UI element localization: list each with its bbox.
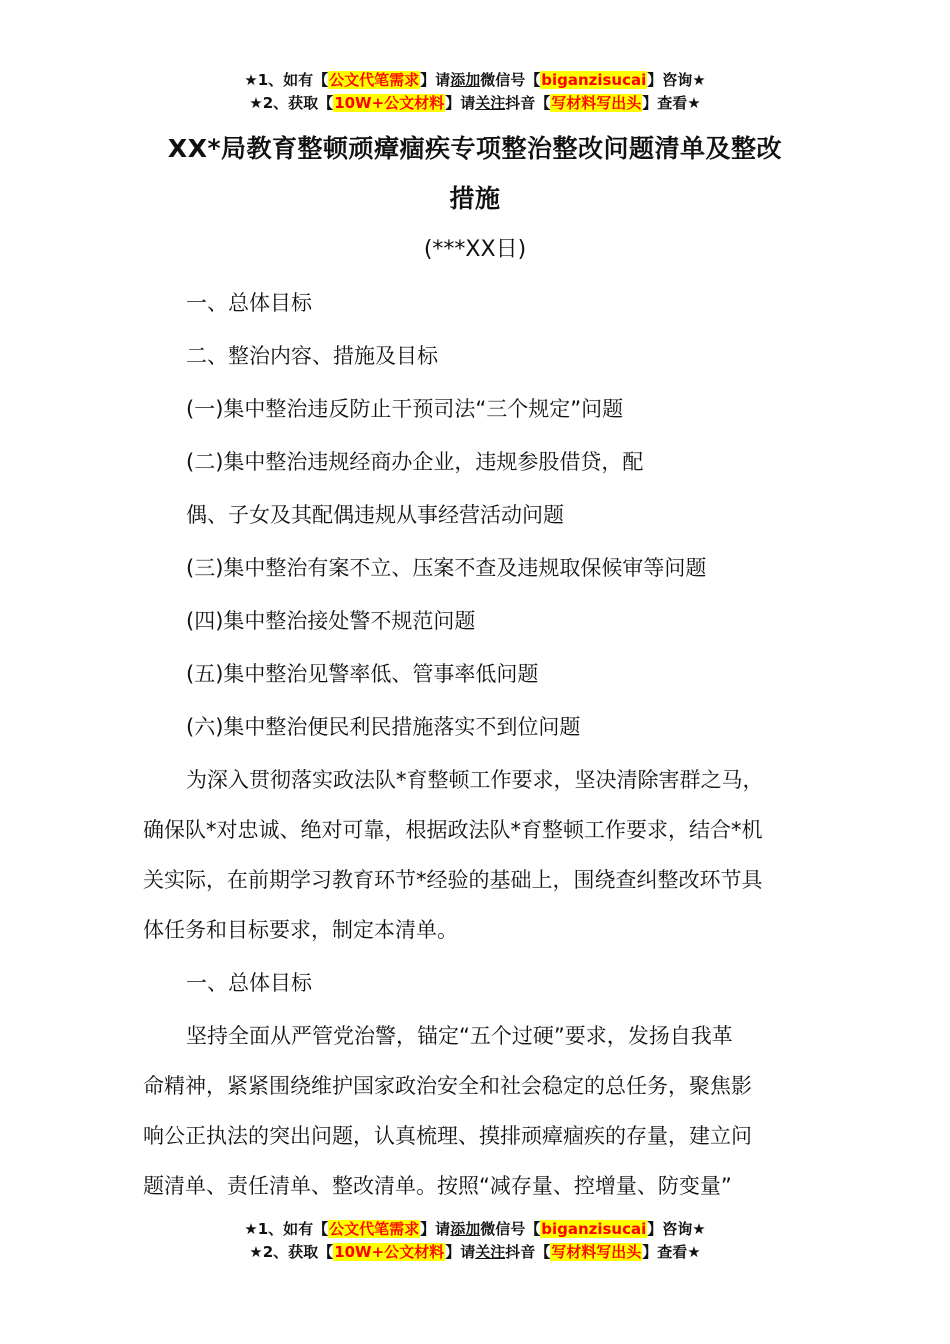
list-item: (三)集中整治有案不立、压案不查及违规取保候审等问题 <box>186 556 707 580</box>
document-date: (***XX日) <box>423 237 527 262</box>
banner-text: ★1、如有【 <box>244 71 329 89</box>
title-line-2: 措施 <box>449 184 501 213</box>
banner-underlined: 关注 <box>475 94 506 112</box>
list-item: (五)集中整治见警率低、管事率低问题 <box>186 662 539 686</box>
section-heading: 一、总体目标 <box>186 291 312 315</box>
banner-text: 抖音【 <box>505 94 551 112</box>
banner-highlight: 10W+公文材料 <box>334 94 445 112</box>
banner-line-1 <box>0 1218 950 1241</box>
banner-text: 】查看★ <box>642 1243 701 1261</box>
banner-text: 】咨询★ <box>647 1220 706 1238</box>
paragraph-line: 响公正执法的突出问题，认真梳理、摸排顽瘴痼疾的存量，建立问 <box>143 1124 752 1148</box>
paragraph-line: 题清单、责任清单、整改清单。按照“减存量、控增量、防变量” <box>143 1174 732 1198</box>
banner-highlight: 写材料写出头 <box>551 94 642 112</box>
banner-text: 】请 <box>420 1220 451 1238</box>
banner-text: ★2、获取【 <box>249 1243 334 1261</box>
banner-underlined: 添加 <box>450 71 481 89</box>
top-banner <box>0 69 950 115</box>
banner-line-2 <box>0 92 950 115</box>
list-item: (二)集中整治违规经商办企业，违规参股借贷，配 <box>186 450 644 474</box>
section-heading: 一、总体目标 <box>186 971 312 995</box>
banner-text: 】查看★ <box>642 94 701 112</box>
paragraph-line: 体任务和目标要求，制定本清单。 <box>143 918 458 942</box>
banner-highlight: 写材料写出头 <box>551 1243 642 1261</box>
title-line-1: XX*局教育整顿顽瘴痼疾专项整治整改问题清单及整改 <box>167 134 783 163</box>
banner-text: ★2、获取【 <box>249 94 334 112</box>
banner-text: 抖音【 <box>505 1243 551 1261</box>
banner-highlight: 10W+公文材料 <box>334 1243 445 1261</box>
banner-highlight: biganzisucai <box>541 71 647 89</box>
banner-text: 】请 <box>445 1243 476 1261</box>
banner-highlight: 公文代笔需求 <box>329 1220 420 1238</box>
paragraph-line: 关实际，在前期学习教育环节*经验的基础上，围绕查纠整改环节具 <box>143 868 763 892</box>
banner-text: ★1、如有【 <box>244 1220 329 1238</box>
section-heading: 二、整治内容、措施及目标 <box>186 344 438 368</box>
banner-text: 微信号【 <box>480 71 541 89</box>
page-title <box>140 124 810 224</box>
paragraph-line: 为深入贯彻落实政法队*育整顿工作要求，坚决清除害群之马， <box>186 768 764 792</box>
bottom-banner <box>0 1218 950 1264</box>
paragraph-line: 确保队*对忠诚、绝对可靠，根据政法队*育整顿工作要求，结合*机 <box>143 818 763 842</box>
banner-highlight: biganzisucai <box>541 1220 647 1238</box>
banner-text: 】请 <box>420 71 451 89</box>
banner-underlined: 关注 <box>475 1243 506 1261</box>
list-item: (四)集中整治接处警不规范问题 <box>186 609 476 633</box>
banner-text: 】咨询★ <box>647 71 706 89</box>
banner-highlight: 公文代笔需求 <box>329 71 420 89</box>
banner-text: 】请 <box>445 94 476 112</box>
banner-line-1 <box>0 69 950 92</box>
paragraph-line: 坚持全面从严管党治警，锚定“五个过硬”要求，发扬自我革 <box>186 1024 733 1048</box>
list-item: (六)集中整治便民利民措施落实不到位问题 <box>186 715 581 739</box>
banner-underlined: 添加 <box>450 1220 481 1238</box>
paragraph-line: 命精神，紧紧围绕维护国家政治安全和社会稳定的总任务，聚焦影 <box>143 1074 752 1098</box>
list-item: (一)集中整治违反防止干预司法“三个规定”问题 <box>186 397 624 421</box>
list-item: 偶、子女及其配偶违规从事经营活动问题 <box>186 503 564 527</box>
banner-text: 微信号【 <box>480 1220 541 1238</box>
banner-line-2 <box>0 1241 950 1264</box>
